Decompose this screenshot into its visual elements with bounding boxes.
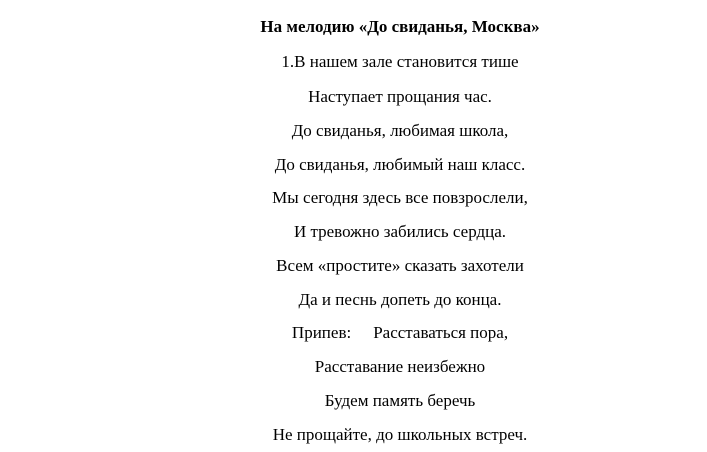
verse-line: Наступает прощания час. xyxy=(308,87,492,106)
chorus-line: Будем память беречь xyxy=(324,391,476,410)
song-title: На мелодию «До свиданья, Москва» xyxy=(260,17,540,36)
chorus-label: Припев: xyxy=(291,323,352,342)
chorus-line: Расставание неизбежно xyxy=(314,357,486,376)
chorus-line: Расставаться пора, xyxy=(373,323,509,342)
verse-line: Всем «простите» сказать захотели xyxy=(276,256,524,275)
verse-line: И тревожно забились сердца. xyxy=(293,222,507,241)
verse-line: 1.В нашем зале становится тише xyxy=(281,52,519,71)
verse-line: Мы сегодня здесь все повзрослели, xyxy=(272,188,528,207)
chorus-line: Не прощайте, до школьных встреч. xyxy=(272,425,528,444)
verse-line: До свиданья, любимая школа, xyxy=(291,121,509,140)
verse-line: Да и песнь допеть до конца. xyxy=(298,290,502,309)
chorus-first-line xyxy=(0,323,707,343)
verse-line: До свиданья, любимый наш класс. xyxy=(274,155,526,174)
